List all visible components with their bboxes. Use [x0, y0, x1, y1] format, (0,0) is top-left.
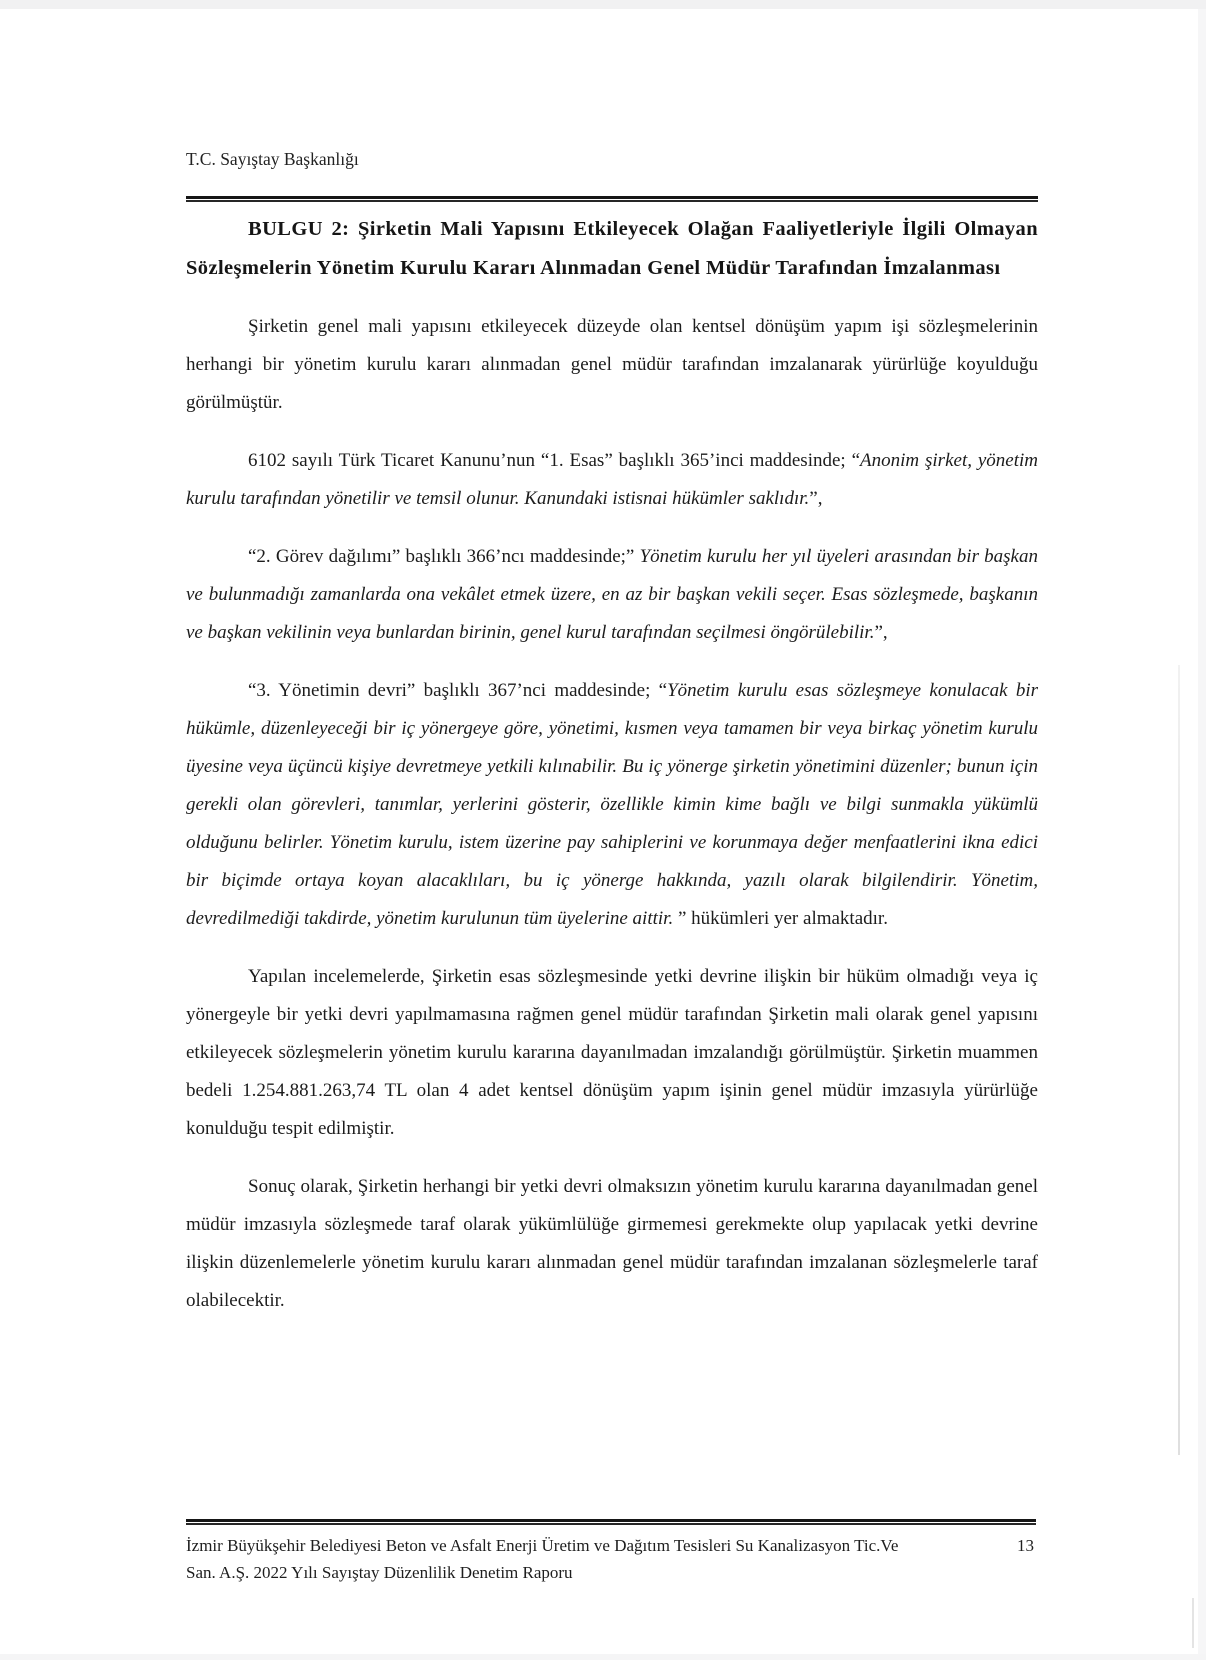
paragraph-law-article-366: [186, 538, 1038, 652]
quoted-law-text: Yönetim kurulu esas sözleşmeye konulacak bir hükümle, düzenleyeceği bir iç yönergeye göre, yönetimi, kısmen veya tamamen bir veya birkaç yönetim kurulu üyesine veya üçüncü kişiye devretmeye yetkili kılınabilir. Bu iç yönerge şirketin yönetimini düzenler; bunun için gerekli olan görevleri, tanımlar, yerlerini gösterir, özellikle kimin kime bağlı ve bilgi sunmakla yükümlü olduğunu belirler. Yönetim kurulu, istem üzerine pay sahiplerini ve korunmaya değer menfaatlerini ikna edici bir biçimde ortaya koyan alacaklıları, bu iç yönerge hakkında, yazılı olarak bilgilendirir. Yönetim, devredilmediği takdirde, yönetim kurulunun tüm üyelerine aittir.: [186, 680, 1038, 929]
page-number: 13: [1017, 1536, 1034, 1555]
body-text: “2. Görev dağılımı” başlıklı 366’ncı maddesinde;”: [248, 546, 640, 567]
body-text: ”,: [809, 488, 823, 509]
footer-report-name: [186, 1532, 898, 1586]
body-text: “3. Yönetimin devri” başlıklı 367’nci maddesinde; “: [248, 680, 668, 701]
header-rule: [186, 196, 1038, 202]
paragraph-law-article-365: [186, 442, 1038, 518]
footer-line-2: San. A.Ş. 2022 Yılı Sayıştay Düzenlilik Denetim Raporu: [186, 1563, 573, 1582]
document-header: T.C. Sayıştay Başkanlığı: [186, 149, 359, 169]
body-text: Şirketin genel mali yapısını etkileyecek düzeyde olan kentsel dönüşüm yapım işi sözleşmelerinin herhangi bir yönetim kurulu kararı alınmadan genel müdür tarafından imzalanarak yürürlüğe koyulduğu görülmüştür.: [186, 316, 1038, 413]
footer-rule: [186, 1519, 1036, 1525]
footer-line-1: İzmir Büyükşehir Belediyesi Beton ve Asfalt Enerji Üretim ve Dağıtım Tesisleri Su Kanalizasyon Tic.Ve: [186, 1536, 899, 1555]
body-text: 6102 sayılı Türk Ticaret Kanunu’nun “1. Esas” başlıklı 365’inci maddesinde; “: [248, 450, 861, 471]
page-footer: [186, 1519, 1036, 1586]
quoted-law-text: Anonim şirket, yönetim kurulu tarafından yönetilir ve temsil olunur. Kanundaki istisnai hükümler saklıdır.: [186, 450, 1038, 509]
body-text: Yapılan incelemelerde, Şirketin esas sözleşmesinde yetki devrine ilişkin bir hüküm olmadığı veya iç yönergeyle bir yetki devri yapılmamasına rağmen genel müdür tarafından Şirketin mali olarak genel yapısını etkileyecek sözleşmelerin yönetim kurulu kararına dayanılmadan imzalandığı görülmüştür. Şirketin muammen bedeli 1.254.881.263,74 TL olan 4 adet kentsel dönüşüm yapım işinin genel müdür imzasıyla yürürlüğe konulduğu tespit edilmiştir.: [186, 966, 1038, 1139]
page-content: [186, 148, 1038, 1320]
quoted-law-text: Yönetim kurulu her yıl üyeleri arasından bir başkan ve bulunmadığı zamanlarda ona vekâlet etmek üzere, en az bir başkan vekili seçer. Esas sözleşmede, başkanın ve başkan vekilinin veya bunlardan birinin, genel kurul tarafından seçilmesi öngörülebilir.: [186, 546, 1038, 643]
scan-artifact-fold-line: [1178, 665, 1180, 1455]
body-text: ” hükümleri yer almaktadır.: [673, 908, 888, 929]
paragraph-finding-summary: [186, 308, 1038, 422]
paragraph-conclusion: [186, 1168, 1038, 1320]
scan-artifact-top-edge: [0, 0, 1206, 9]
scan-artifact-right-edge: [1198, 9, 1206, 1654]
finding-title: BULGU 2: Şirketin Mali Yapısını Etkileyecek Olağan Faaliyetleriyle İlgili Olmayan Sözleşmelerin Yönetim Kurulu Kararı Alınmadan Genel Müdür Tarafından İmzalanması: [186, 218, 1038, 279]
scan-artifact-bottom-edge: [0, 1654, 1206, 1660]
body-text: Sonuç olarak, Şirketin herhangi bir yetki devri olmaksızın yönetim kurulu kararına dayanılmadan genel müdür imzasıyla sözleşmede taraf olarak yükümlülüğe girmemesi gerekmekte olup yapılacak yetki devrine ilişkin düzenlemelerle yönetim kurulu kararı alınmadan genel müdür tarafından imzalanan sözleşmelerle taraf olabilecektir.: [186, 1176, 1038, 1311]
scan-artifact-fold-mark: [1192, 1598, 1194, 1648]
body-text: ”,: [874, 622, 888, 643]
paragraph-law-article-367: [186, 672, 1038, 938]
footer-row: [186, 1532, 1036, 1586]
paragraph-examination-result: [186, 958, 1038, 1148]
